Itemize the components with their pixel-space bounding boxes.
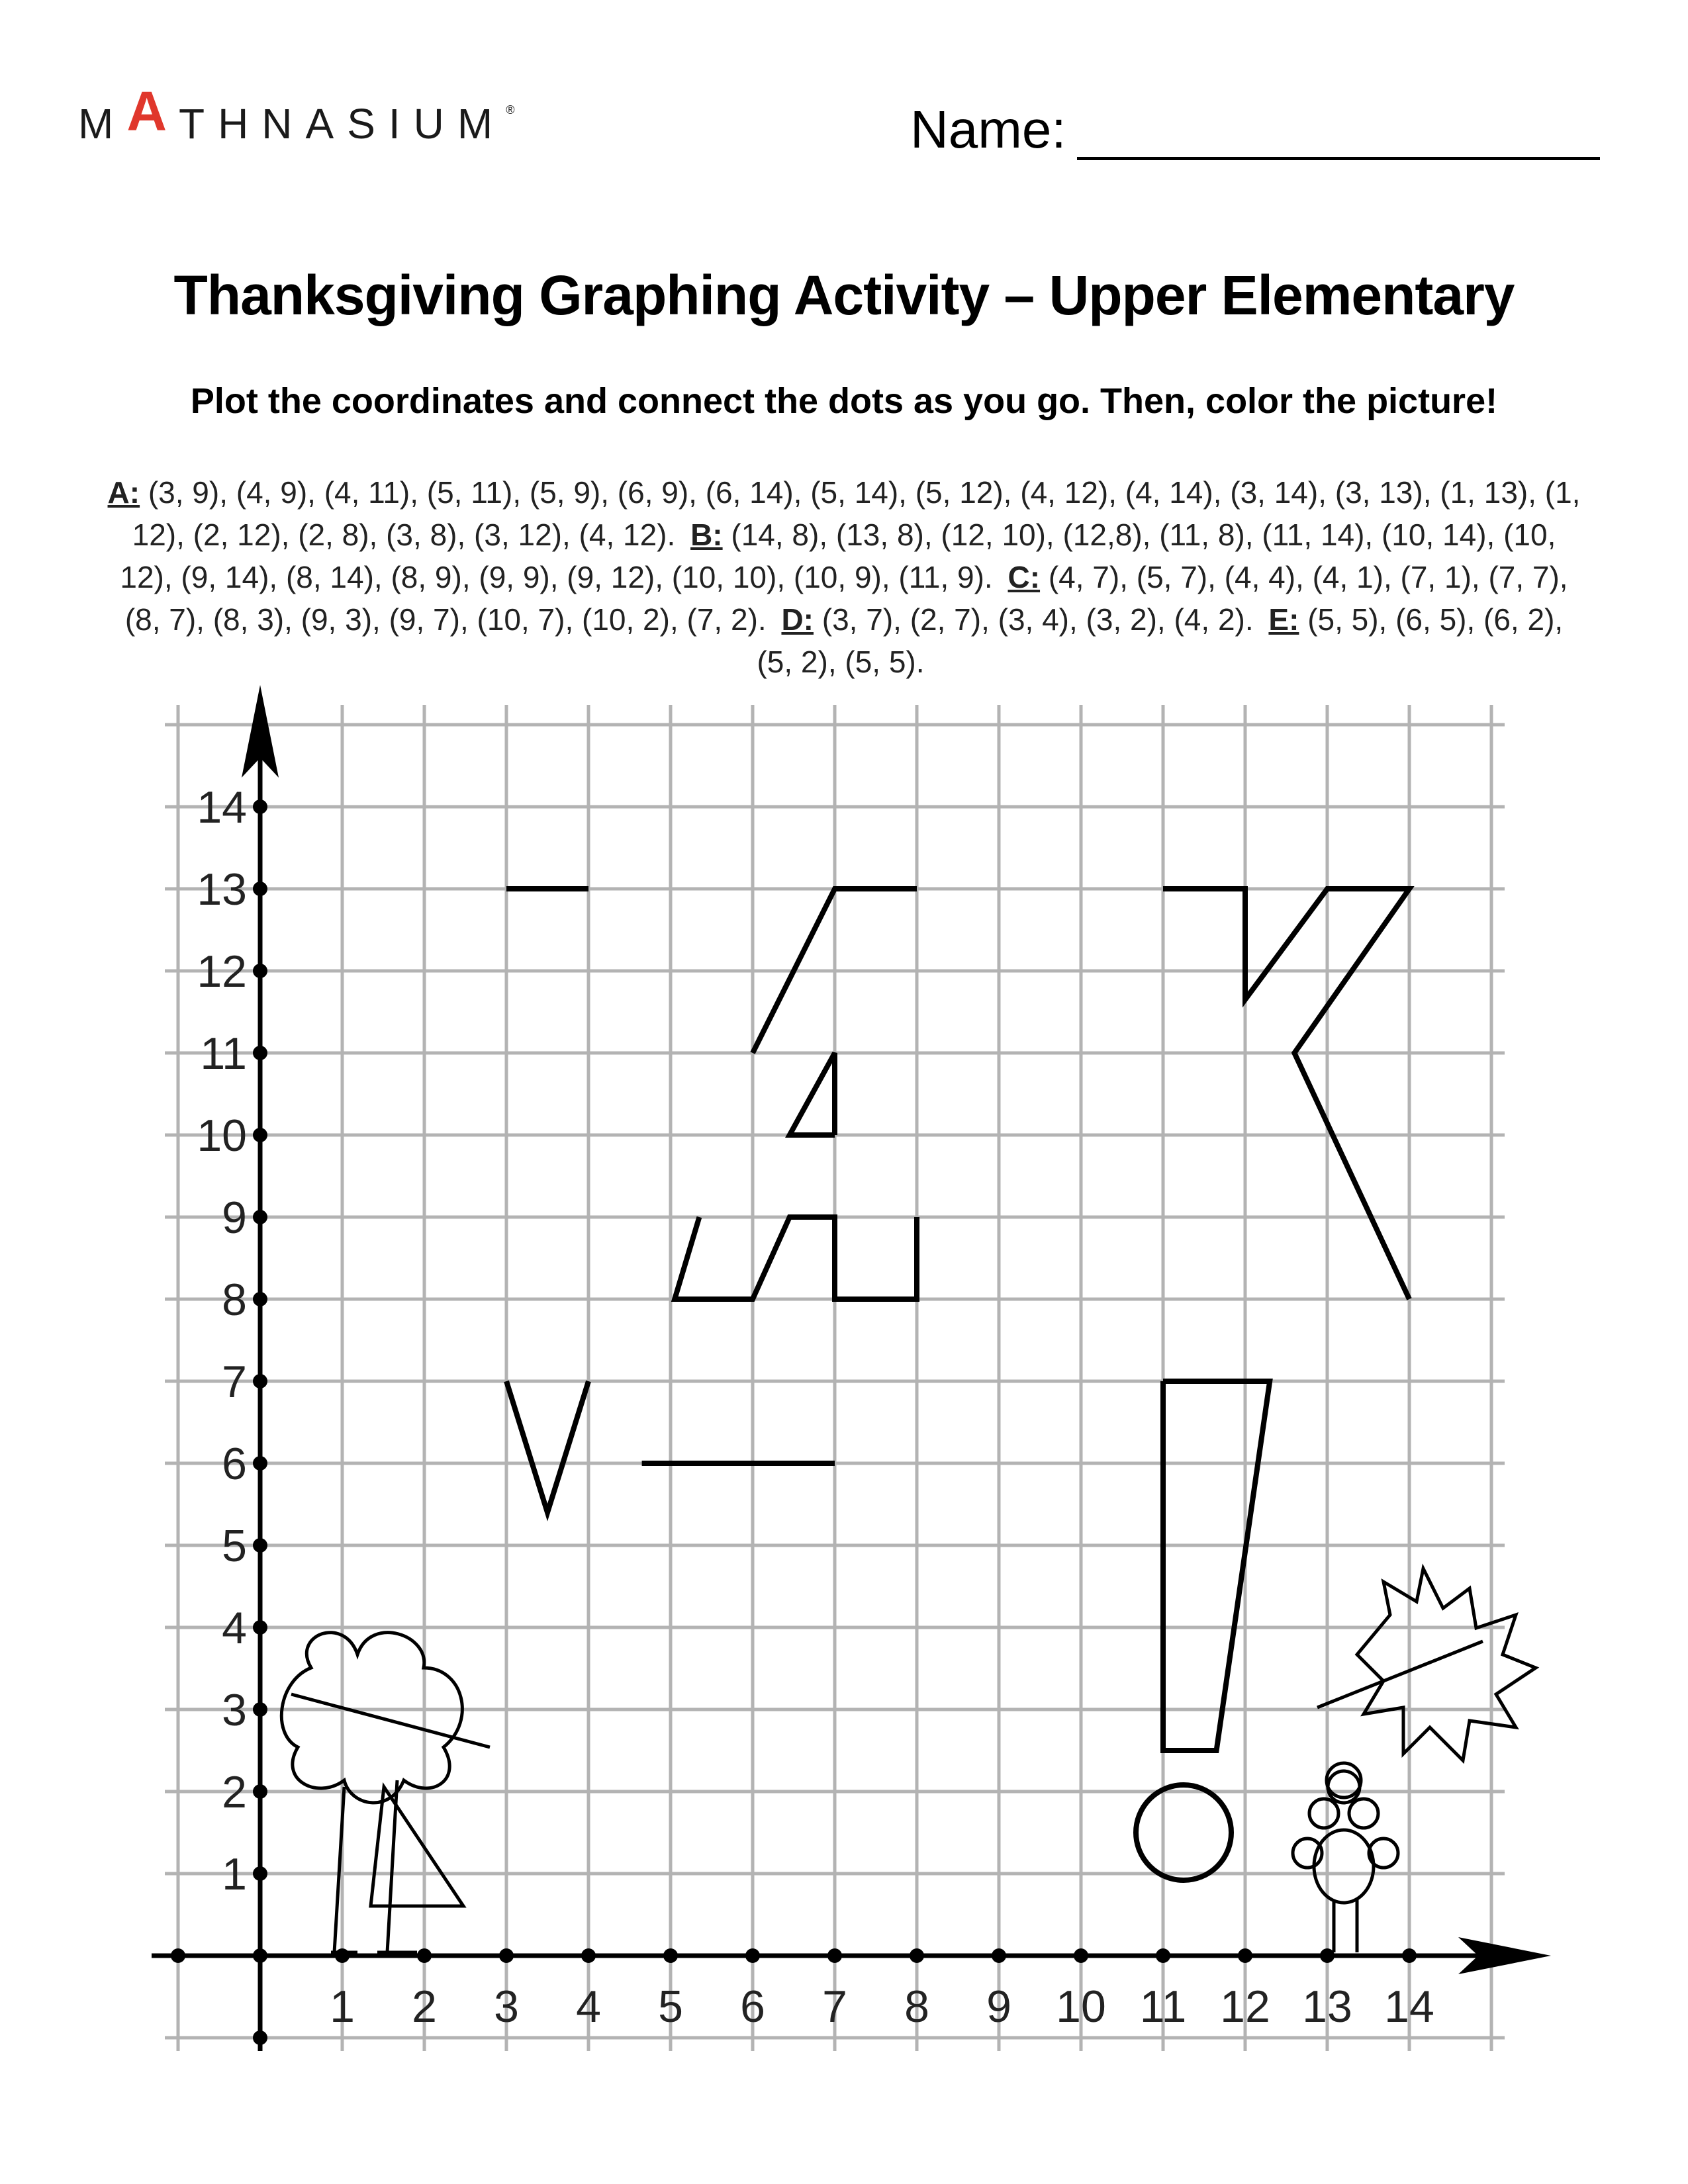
y-axis-dot xyxy=(253,964,267,978)
maple-leaf-illustration xyxy=(1317,1569,1536,1760)
x-tick-label: 13 xyxy=(1302,1981,1352,2032)
y-axis-dot xyxy=(253,1620,267,1635)
y-axis-dot xyxy=(253,1210,267,1224)
registered-mark: ® xyxy=(506,103,515,116)
x-axis-dot xyxy=(581,1948,596,1963)
drawn-segment xyxy=(1163,889,1409,1299)
grid-lines xyxy=(165,705,1505,2051)
logo-text-m: M xyxy=(78,100,127,148)
y-axis-dot xyxy=(253,1538,267,1553)
drawn-segment xyxy=(675,1217,917,1299)
y-axis-dot xyxy=(253,2030,267,2045)
x-axis-dot xyxy=(910,1948,924,1963)
x-axis-dot xyxy=(171,1948,185,1963)
y-tick-label: 2 xyxy=(222,1767,247,1817)
x-tick-label: 10 xyxy=(1056,1981,1106,2032)
y-axis-dot xyxy=(253,1702,267,1717)
coord-set-e: E: (5, 5), (6, 5), (6, 2), (5, 2), (5, 5). xyxy=(757,602,1564,679)
x-axis-dot xyxy=(1074,1948,1088,1963)
x-tick-label: 4 xyxy=(576,1981,601,2032)
x-tick-label: 14 xyxy=(1384,1981,1434,2032)
x-tick-label: 11 xyxy=(1139,1981,1187,2032)
y-tick-label: 1 xyxy=(222,1849,247,1899)
coord-set-c: C: (4, 7), (5, 7), (4, 4), (4, 1), (7, 1), (7, 7), (8, 7), (8, 3), (9, 3), (9, 7), (10, 7), (10, 2), (7, 2). xyxy=(124,560,1568,637)
x-axis-dot xyxy=(335,1948,350,1963)
y-axis-dot xyxy=(253,1456,267,1471)
y-tick-label: 10 xyxy=(197,1111,247,1161)
page-title: Thanksgiving Graphing Activity – Upper Elementary xyxy=(173,264,1515,326)
x-tick-label: 5 xyxy=(658,1981,683,2032)
y-tick-label: 6 xyxy=(222,1439,247,1489)
x-tick-label: 12 xyxy=(1220,1981,1270,2032)
name-label: Name: xyxy=(910,100,1066,159)
coord-set-b: B: (14, 8), (13, 8), (12, 10), (12,8), (11, 8), (11, 14), (10, 14), (10, 12), (9, 14), (8, 14), (8, 9), (9, 9), (9, 12), (10, 10), (10, 9), (11, 9). xyxy=(120,518,1556,594)
coord-set-a: A: (3, 9), (4, 9), (4, 11), (5, 11), (5, 9), (6, 9), (6, 14), (5, 14), (5, 12), (4, 12), (4, 14), (3, 14), (3, 13), (1, 13), (1, 12), (2, 12), (2, 8), (3, 8), (3, 12), (4, 12). xyxy=(107,475,1581,552)
y-tick-label: 5 xyxy=(222,1521,247,1571)
x-tick-label: 3 xyxy=(494,1981,519,2032)
drawn-segment xyxy=(790,1053,835,1135)
y-axis-dot xyxy=(253,882,267,896)
instructions: Plot the coordinates and connect the dots as you go. Then, color the picture! xyxy=(190,381,1498,421)
y-axis-dot xyxy=(253,1374,267,1388)
x-tick-label: 1 xyxy=(330,1981,355,2032)
x-axis-dot xyxy=(1238,1948,1252,1963)
x-axis-dot xyxy=(1484,1948,1499,1963)
y-tick-label: 4 xyxy=(222,1603,247,1653)
x-axis-dot xyxy=(1156,1948,1170,1963)
x-tick-label: 8 xyxy=(904,1981,929,2032)
y-tick-label: 3 xyxy=(222,1685,247,1735)
x-tick-label: 6 xyxy=(740,1981,765,2032)
y-tick-label: 8 xyxy=(222,1275,247,1325)
y-axis-dot xyxy=(253,1046,267,1060)
x-axis-dot xyxy=(253,1948,267,1963)
x-tick-label: 9 xyxy=(986,1981,1011,2032)
x-axis-dot xyxy=(663,1948,678,1963)
logo-text-rest: THNASIUM xyxy=(178,100,506,148)
y-axis-dot xyxy=(253,1784,267,1799)
y-axis-dot xyxy=(253,1866,267,1881)
drawn-segment xyxy=(506,1381,588,1512)
y-axis-dot xyxy=(253,1292,267,1306)
exclamation-dot xyxy=(1136,1785,1231,1880)
y-tick-label: 11 xyxy=(200,1028,247,1079)
x-axis-dot xyxy=(827,1948,842,1963)
y-tick-label: 14 xyxy=(197,782,247,833)
x-axis-dot xyxy=(992,1948,1006,1963)
y-tick-label: 7 xyxy=(222,1357,247,1407)
y-tick-label: 9 xyxy=(222,1193,247,1243)
y-axis-dot xyxy=(253,799,267,814)
y-tick-label: 12 xyxy=(197,946,247,997)
logo-a-mark: A xyxy=(126,80,167,142)
x-axis-dot xyxy=(745,1948,760,1963)
y-axis-dot xyxy=(253,717,267,732)
x-tick-label: 7 xyxy=(822,1981,847,2032)
x-axis-dot xyxy=(499,1948,514,1963)
drawn-segment xyxy=(1163,1381,1270,1751)
x-axis-dot xyxy=(417,1948,432,1963)
x-axis-dot xyxy=(1402,1948,1417,1963)
partial-drawing xyxy=(506,889,1409,1880)
y-axis-dot xyxy=(253,1128,267,1142)
coord-set-d: D: (3, 7), (2, 7), (3, 4), (3, 2), (4, 2). xyxy=(781,602,1254,637)
x-tick-label: 2 xyxy=(412,1981,437,2032)
y-tick-label: 13 xyxy=(197,864,247,915)
